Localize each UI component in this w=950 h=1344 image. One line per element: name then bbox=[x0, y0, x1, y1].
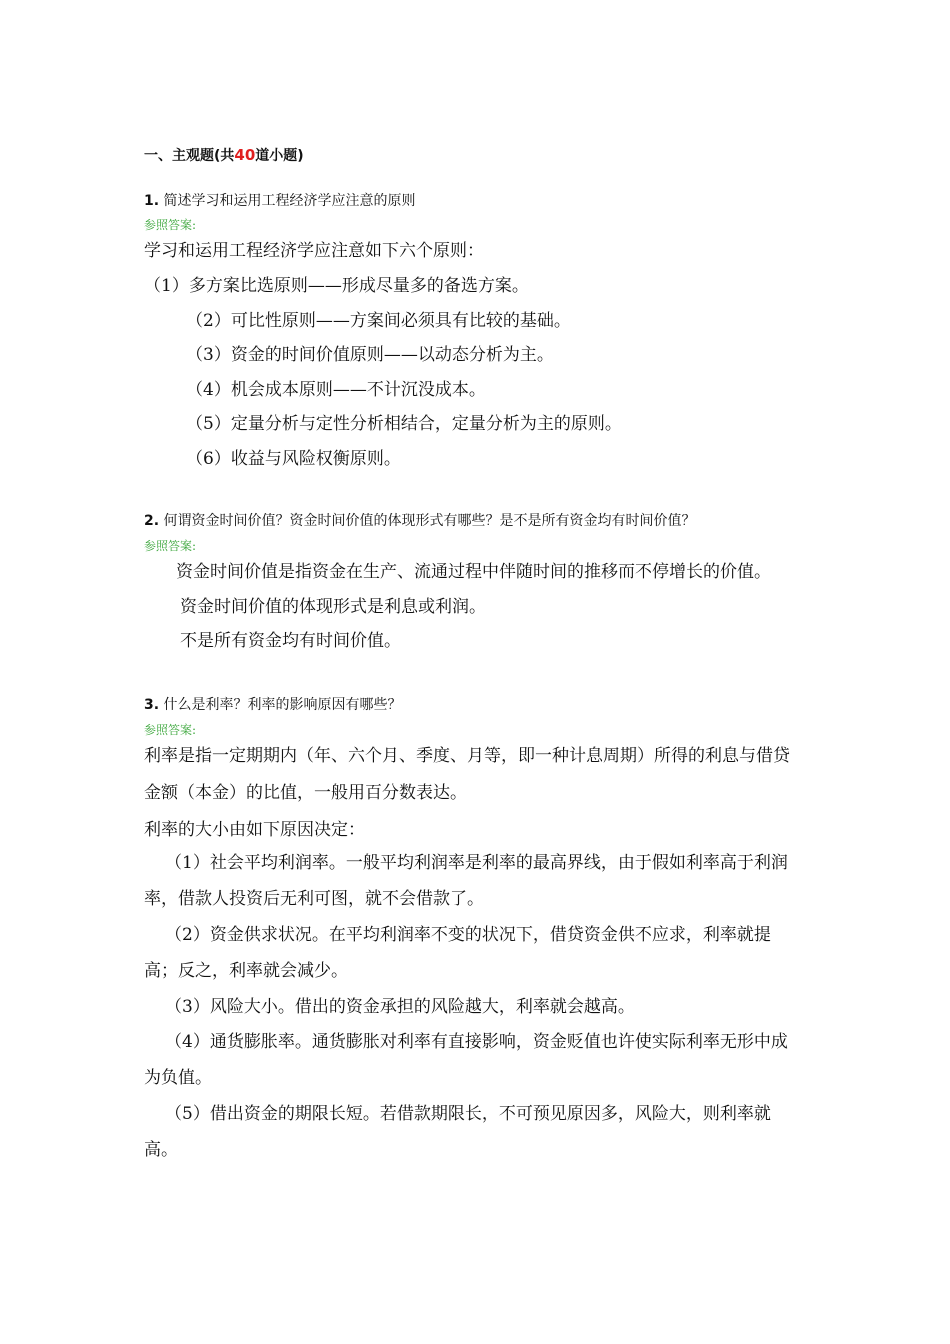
answer-line: （2）可比性原则——方案间必须具有比较的基础。 bbox=[186, 311, 571, 331]
answer-line: （6）收益与风险权衡原则。 bbox=[186, 449, 401, 469]
question-text: 何谓资金时间价值？资金时间价值的体现形式有哪些？是不是所有资金均有时间价值？ bbox=[163, 513, 696, 529]
answer-line: （3）资金的时间价值原则——以动态分析为主。 bbox=[186, 345, 554, 365]
answer-line: （3）风险大小。借出的资金承担的风险越大，利率就会越高。 bbox=[165, 997, 635, 1017]
answer-line: （5）定量分析与定性分析相结合，定量分析为主的原则。 bbox=[186, 414, 622, 434]
answer-line: （2）资金供求状况。在平均利润率不变的状况下，借贷资金供不应求，利率就提 bbox=[165, 925, 771, 945]
question-count: 40 bbox=[234, 146, 256, 164]
answer-line: 资金时间价值的体现形式是利息或利润。 bbox=[180, 597, 486, 617]
answer-line: 学习和运用工程经济学应注意如下六个原则： bbox=[144, 241, 484, 261]
answer-label: 参照答案: bbox=[144, 218, 197, 232]
section-title bbox=[144, 145, 304, 165]
section-title-prefix: 一、主观题(共 bbox=[144, 148, 235, 164]
answer-line: （1）多方案比选原则——形成尽量多的备选方案。 bbox=[144, 276, 529, 296]
question-3-title bbox=[144, 694, 402, 714]
answer-line: 高。 bbox=[144, 1140, 178, 1160]
answer-line: 高；反之，利率就会减少。 bbox=[144, 961, 348, 981]
answer-line: （4）通货膨胀率。通货膨胀对利率有直接影响，资金贬值也许使实际利率无形中成 bbox=[165, 1032, 788, 1052]
answer-line: 利率的大小由如下原因决定： bbox=[144, 820, 365, 840]
question-text: 简述学习和运用工程经济学应注意的原则 bbox=[163, 193, 416, 209]
answer-line: （1）社会平均利润率。一般平均利润率是利率的最高界线，由于假如利率高于利润 bbox=[165, 853, 788, 873]
answer-line: 率，借款人投资后无利可图，就不会借款了。 bbox=[144, 889, 484, 909]
question-number: 1. bbox=[144, 193, 160, 209]
answer-label: 参照答案: bbox=[144, 723, 197, 737]
answer-line: （5）借出资金的期限长短。若借款期限长，不可预见原因多，风险大，则利率就 bbox=[165, 1104, 771, 1124]
answer-line: 资金时间价值是指资金在生产、流通过程中伴随时间的推移而不停增长的价值。 bbox=[176, 562, 771, 582]
answer-line: 利率是指一定期期内（年、六个月、季度、月等，即一种计息周期）所得的利息与借贷 bbox=[144, 746, 790, 766]
question-1-title bbox=[144, 190, 416, 210]
answer-label: 参照答案: bbox=[144, 539, 197, 553]
question-number: 3. bbox=[144, 697, 160, 713]
answer-line: 为负值。 bbox=[144, 1068, 212, 1088]
question-text: 什么是利率？利率的影响原因有哪些？ bbox=[163, 697, 402, 713]
question-number: 2. bbox=[144, 513, 160, 529]
answer-line: 不是所有资金均有时间价值。 bbox=[180, 631, 401, 651]
question-2-title bbox=[144, 510, 696, 530]
answer-line: （4）机会成本原则——不计沉没成本。 bbox=[186, 380, 486, 400]
answer-line: 金额（本金）的比值，一般用百分数表达。 bbox=[144, 783, 467, 803]
section-title-suffix: 道小题) bbox=[255, 148, 304, 164]
